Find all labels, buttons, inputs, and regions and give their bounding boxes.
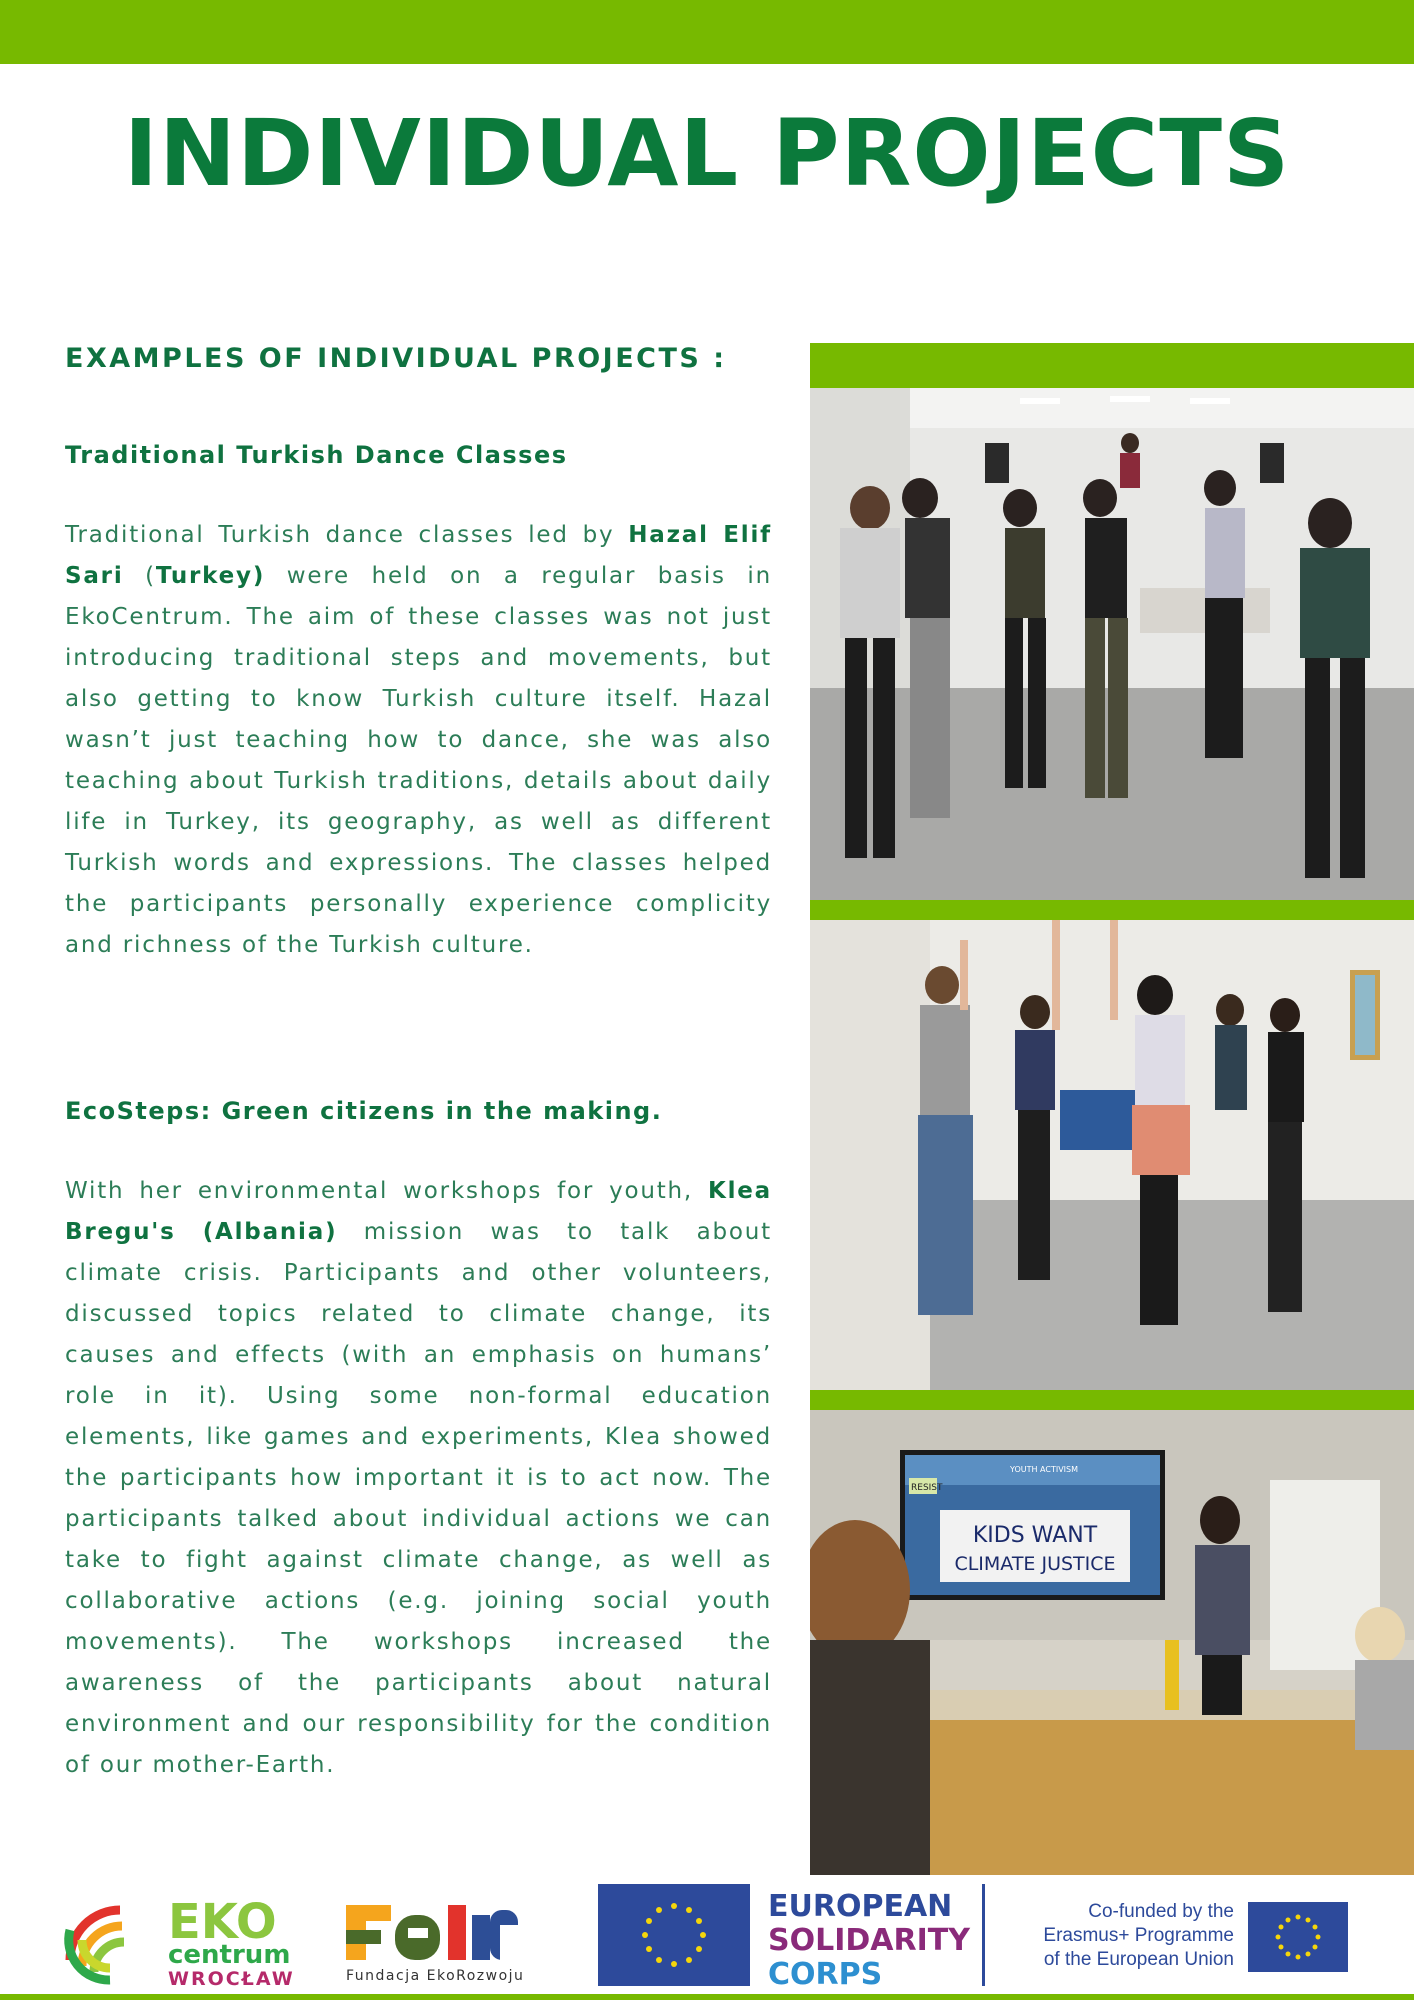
esc-line1: EUROPEAN: [768, 1889, 953, 1924]
eko-line1: EKO: [168, 1894, 277, 1950]
project2-description: [65, 1171, 772, 1786]
esc-logo: [598, 1884, 985, 1992]
bottom-accent-line: [0, 1994, 1414, 2000]
tv-banner-line2: CLIMATE JUSTICE: [954, 1553, 1116, 1575]
project1-description: [65, 515, 772, 966]
photo-column: [810, 343, 1414, 1875]
fer-logo: [346, 1905, 524, 1984]
eko-line2: centrum: [168, 1940, 291, 1970]
climate-workshop-photo: [810, 1410, 1414, 1875]
ekocentrum-logo: [69, 1894, 295, 1990]
tv-banner-line1: KIDS WANT: [972, 1523, 1098, 1548]
project1-paren: (: [123, 563, 156, 589]
fer-name: Fundacja EkoRozwoju: [346, 1968, 525, 1984]
eko-line3: WROCŁAW: [168, 1968, 295, 1990]
examples-heading: EXAMPLES OF INDIVIDUAL PROJECTS :: [65, 343, 727, 374]
top-accent-bar: [0, 0, 1414, 64]
project2-intro: With her environmental workshops for youth,: [65, 1178, 708, 1204]
tv-header-text: YOUTH ACTIVISM: [1010, 1465, 1079, 1474]
project2-person: Klea Bregu's (Albania): [65, 1178, 772, 1245]
esc-line3: CORPS: [768, 1957, 883, 1992]
esc-line2: SOLIDARITY: [768, 1923, 970, 1958]
project1-country: Turkey): [155, 563, 266, 589]
erasmus-logo: [1043, 1901, 1348, 1972]
project2-title: EcoSteps: Green citizens in the making.: [65, 1097, 663, 1125]
tv-sign-text: RESIST: [911, 1483, 943, 1493]
project2-body: mission was to talk about climate crisis. Participants and other volunteers, discussed topics related to climate change, its causes and effects (with an emphasis on humans’ role in it). Using some non-formal education elements, like games and experiments, Klea showed the participants how important it is to act now. The participants talked about individual actions we can take to fight against climate change, as well as collaborative actions (e.g. joining social youth movements). The workshops increased the awareness of the participants about natural environment and our responsibility for the condition of our mother-Earth.: [65, 1219, 772, 1778]
project1-person: Hazal Elif Sari: [65, 522, 772, 589]
partner-logos: [0, 1880, 1414, 1994]
dance-class-photo: [810, 388, 1414, 900]
erasmus-line3: of the European Union: [1043, 1949, 1234, 1970]
project1-title: Traditional Turkish Dance Classes: [65, 441, 568, 469]
erasmus-line1: Co-funded by the: [1088, 1901, 1234, 1922]
project1-body: were held on a regular basis in EkoCentrum. The aim of these classes was not just introducing traditional steps and movements, but also getting to know Turkish culture itself. Hazal wasn’t just teaching how to dance, she was also teaching about Turkish traditions, details about daily life in Turkey, its geography, as well as different Turkish words and expressions. The classes helped the participants personally experience complicity and richness of the Turkish culture.: [65, 563, 772, 958]
erasmus-line2: Erasmus+ Programme: [1043, 1925, 1234, 1946]
project1-intro: Traditional Turkish dance classes led by: [65, 522, 629, 548]
circle-dance-photo: [810, 920, 1414, 1390]
page-title: INDIVIDUAL PROJECTS: [123, 100, 1291, 207]
